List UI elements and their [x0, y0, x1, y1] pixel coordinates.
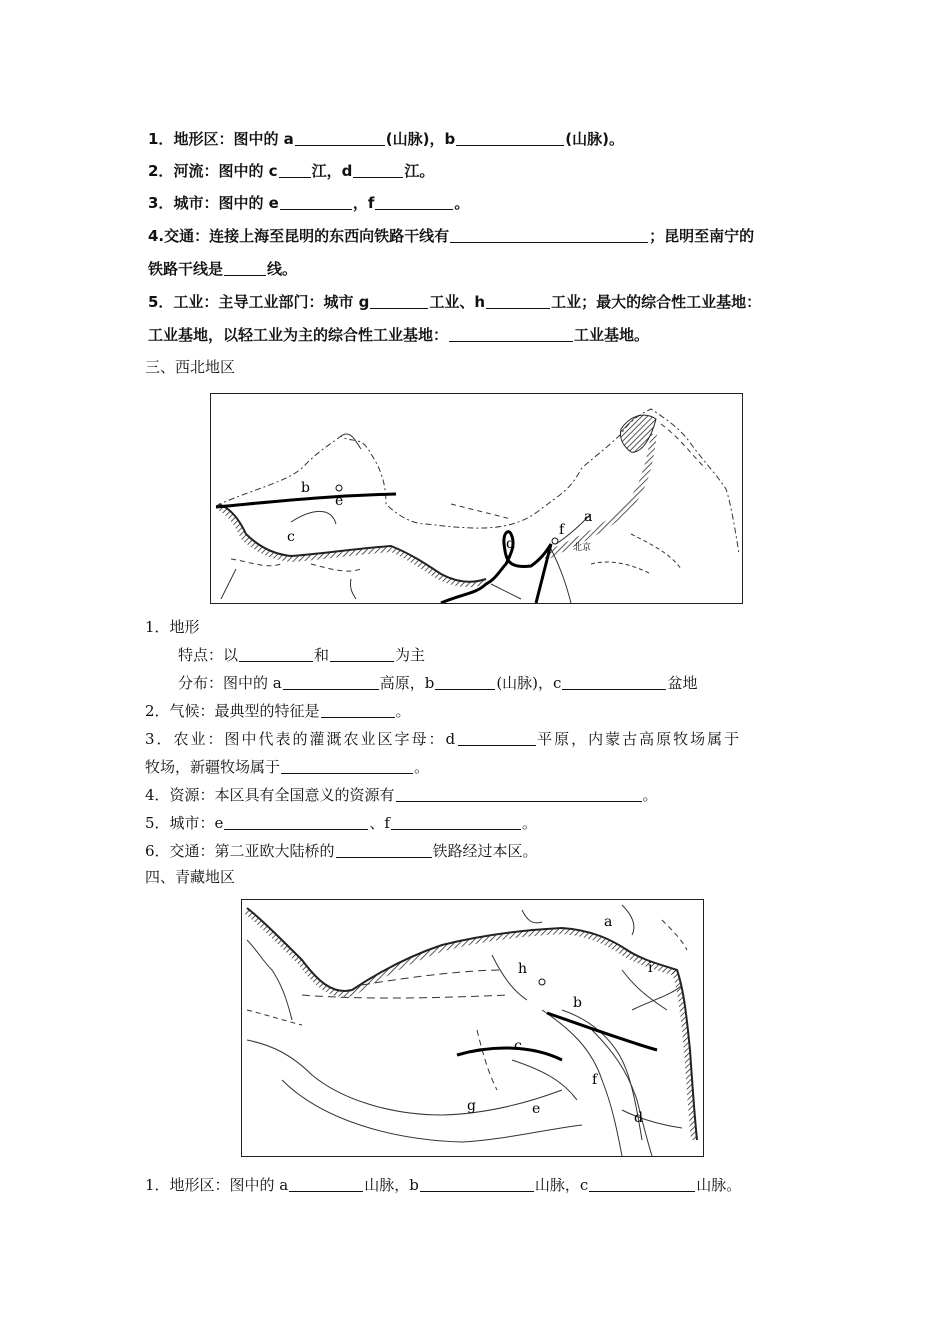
map-label-e: e — [532, 1101, 541, 1117]
q-text: 山脉，b — [364, 1176, 419, 1194]
answer-blank[interactable] — [435, 675, 495, 690]
s3-q2-line — [145, 701, 411, 721]
map-label-f: f — [592, 1072, 598, 1088]
q-number: 3． — [148, 194, 174, 212]
q-text: 盆地 — [667, 674, 698, 692]
q-text: 城市：图中的 e — [173, 194, 279, 212]
q-text: 5．工业：主导工业部门：城市 g — [148, 293, 370, 311]
q-text: 、f — [369, 814, 390, 832]
answer-blank[interactable] — [224, 261, 266, 276]
q2-1-line — [148, 129, 624, 149]
answer-blank[interactable] — [391, 815, 521, 830]
map-label-b: b — [573, 995, 582, 1011]
q-text: 4．资源：本区具有全国意义的资源有 — [145, 786, 395, 804]
s3-q4-line — [145, 785, 658, 805]
q-text: 。 — [642, 786, 658, 804]
q-text: 。 — [395, 702, 411, 720]
answer-blank[interactable] — [486, 294, 550, 309]
answer-blank[interactable] — [562, 675, 666, 690]
answer-blank[interactable] — [589, 1177, 695, 1192]
q-text: ；昆明至南宁的 — [649, 227, 755, 245]
q-text: 铁路干线是 — [148, 260, 224, 278]
answer-blank[interactable] — [321, 703, 395, 718]
q-text: 1．地形区：图中的 a — [145, 1176, 289, 1194]
q-text: 江，d — [311, 162, 353, 180]
q-text: (山脉)，b — [385, 130, 456, 148]
q-text: 江。 — [404, 162, 435, 180]
northwest-map-drawing — [211, 394, 742, 603]
q-text: (山脉)。 — [565, 130, 624, 148]
q-text: 线。 — [267, 260, 298, 278]
answer-blank[interactable] — [375, 195, 453, 210]
answer-blank[interactable] — [450, 228, 648, 243]
q-text: 河流：图中的 c — [173, 162, 278, 180]
q-text: 工业基地。 — [574, 326, 650, 344]
s3-q5-line — [145, 813, 537, 833]
q-text: 。 — [414, 758, 430, 776]
map-label-b: b — [301, 480, 310, 496]
answer-blank[interactable] — [239, 647, 313, 662]
s3-q3b-line — [145, 757, 429, 777]
q-text: 地形区：图中的 a — [173, 130, 294, 148]
q-text: 。 — [454, 194, 470, 212]
s3-q6-line — [145, 841, 538, 861]
q2-5-line — [148, 292, 761, 312]
answer-blank[interactable] — [279, 163, 311, 178]
q-text: 山脉。 — [696, 1176, 742, 1194]
q-text: 工业、h — [429, 293, 486, 311]
northwest-map — [210, 393, 743, 604]
map-label-g: g — [467, 1098, 476, 1114]
q-number: 2． — [148, 162, 174, 180]
q-text: 工业基地，以轻工业为主的综合性工业基地： — [148, 326, 449, 344]
s3-q1-title: 1．地形 — [145, 618, 200, 636]
q-text: 高原，b — [379, 674, 435, 692]
answer-blank[interactable] — [224, 815, 368, 830]
q-text: 特点：以 — [178, 646, 239, 664]
answer-blank[interactable] — [330, 647, 394, 662]
q-text: 6．交通：第二亚欧大陆桥的 — [145, 842, 335, 860]
s4-q1-line — [145, 1175, 741, 1195]
q-text: 4.交通：连接上海至昆明的东西向铁路干线有 — [148, 227, 450, 245]
map-label-e: e — [335, 493, 344, 509]
q-text: 牧场，新疆牧场属于 — [145, 758, 281, 776]
answer-blank[interactable] — [456, 131, 564, 146]
map-label-h: h — [518, 961, 528, 977]
section-heading: 四、青藏地区 — [145, 868, 236, 886]
q-text: 平原，内蒙古高原牧场属于 — [537, 730, 742, 748]
map-label-a: a — [584, 509, 593, 525]
answer-blank[interactable] — [449, 327, 573, 342]
qinghai-tibet-map-drawing — [242, 900, 703, 1156]
qinghai-tibet-map — [241, 899, 704, 1157]
answer-blank[interactable] — [283, 675, 379, 690]
q-text: ，f — [352, 194, 375, 212]
map-label-c: c — [514, 1038, 522, 1054]
q-text: 工业；最大的综合性工业基地： — [551, 293, 762, 311]
answer-blank[interactable] — [336, 843, 432, 858]
q-text: 和 — [314, 646, 330, 664]
answer-blank[interactable] — [370, 294, 428, 309]
q2-2-line — [148, 161, 434, 181]
map-label-beijing: 北京 — [573, 543, 592, 553]
q2-3-line — [148, 193, 469, 213]
q-number: 1． — [148, 130, 174, 148]
section-heading: 三、西北地区 — [145, 358, 236, 376]
q-text: 3．农业：图中代表的灌溉农业区字母：d — [145, 730, 458, 748]
q-text: 分布：图中的 a — [178, 674, 282, 692]
answer-blank[interactable] — [281, 759, 413, 774]
q2-4b-line — [148, 259, 297, 279]
map-label-i: i — [648, 960, 653, 976]
q-text: (山脉)，c — [496, 674, 562, 692]
s3-q1-line2 — [178, 673, 697, 693]
answer-blank[interactable] — [280, 195, 352, 210]
q-text: 山脉，c — [534, 1176, 589, 1194]
s3-q1-line1 — [178, 645, 425, 665]
q2-5b-line — [148, 325, 649, 345]
s3-q3-line — [145, 729, 741, 749]
map-label-a: a — [604, 914, 613, 930]
answer-blank[interactable] — [353, 163, 403, 178]
q-text: 为主 — [395, 646, 426, 664]
q2-4-line — [148, 226, 754, 246]
q-text: 5．城市：e — [145, 814, 224, 832]
answer-blank[interactable] — [289, 1177, 363, 1192]
answer-blank[interactable] — [295, 131, 385, 146]
map-label-d: d — [634, 1110, 643, 1126]
q-text: 。 — [521, 814, 537, 832]
q-text: 铁路经过本区。 — [432, 842, 538, 860]
map-label-d: d — [506, 536, 515, 552]
answer-blank[interactable] — [420, 1177, 534, 1192]
q-text: 2．气候：最典型的特征是 — [145, 702, 320, 720]
map-label-f: f — [559, 522, 565, 538]
answer-blank[interactable] — [458, 731, 536, 746]
map-label-c: c — [287, 529, 295, 545]
answer-blank[interactable] — [396, 787, 642, 802]
